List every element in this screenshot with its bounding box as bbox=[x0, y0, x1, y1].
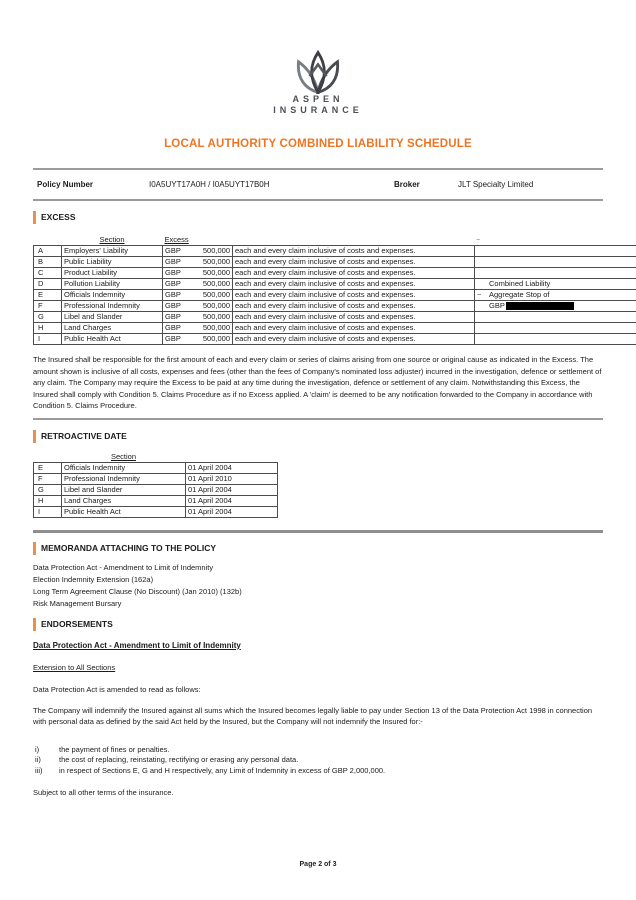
row-description: each and every claim inclusive of costs and expenses. bbox=[233, 323, 475, 334]
row-amount: 500,000 bbox=[202, 334, 230, 343]
horizontal-rule bbox=[33, 199, 603, 201]
table-row bbox=[34, 279, 636, 290]
list-marker: ii) bbox=[35, 755, 41, 764]
list-marker: i) bbox=[35, 744, 40, 754]
row-letter: H bbox=[34, 495, 62, 506]
row-description: each and every claim inclusive of costs and expenses. bbox=[233, 334, 475, 345]
table-row bbox=[34, 268, 636, 279]
document-header bbox=[0, 0, 636, 150]
row-note bbox=[475, 268, 636, 279]
exclusion-list bbox=[33, 745, 603, 777]
row-note-redacted-amount: GBP bbox=[475, 301, 636, 312]
row-section: Libel and Slander bbox=[62, 484, 186, 495]
row-amount: 500,000 bbox=[202, 246, 230, 255]
row-date: 01 April 2004 bbox=[186, 495, 278, 506]
amendment-body: The Company will indemnify the Insured against all sums which the Insured becomes legally liable to pay under Section 13 of the Data Protection Act 1998 in connection with personal data as defined by the said Act held by the Insured, but the Company will not indemnify the Insured for:- bbox=[33, 705, 593, 726]
table-row bbox=[34, 257, 636, 268]
row-letter: F bbox=[34, 301, 62, 312]
endorsements-heading: ENDORSEMENTS bbox=[33, 618, 603, 631]
excess-paragraph: The Insured shall be responsible for the first amount of each and every claim or series of claims arising from one source or original cause as indicated in the Excess. The amount shown is inclusive of all costs, expenses and fees (other than the fees of Company's nominated loss adjuster) incurred in the investigation, defence or settlement of any claim. The Company may require the Excess to be paid at any time during the investigation, defence or settlement of any claim. Notwithstanding this Excess, the Insured shall comply with Condition 5. Claims Procedure as if no Excess applied. A 'claim' is deemed to be any notification forwarded to the Company in accordance with Condition 5. Claims Procedure. bbox=[33, 355, 602, 410]
table-row bbox=[34, 473, 278, 484]
row-description: each and every claim inclusive of costs and expenses. bbox=[233, 301, 475, 312]
closing-line: Subject to all other terms of the insurance. bbox=[33, 788, 174, 797]
table-row bbox=[34, 495, 278, 506]
row-currency: GBP bbox=[165, 290, 181, 299]
endorsement-title: Data Protection Act - Amendment to Limit of Indemnity bbox=[33, 640, 241, 650]
row-currency: GBP bbox=[165, 268, 181, 277]
row-letter: H bbox=[34, 323, 62, 334]
row-section: Land Charges bbox=[62, 495, 186, 506]
row-section: Officials Indemnity bbox=[62, 290, 163, 301]
row-currency: GBP bbox=[165, 323, 181, 332]
table-row bbox=[34, 334, 636, 345]
row-letter: A bbox=[34, 246, 62, 257]
extension-subtitle: Extension to All Sections bbox=[33, 662, 116, 672]
row-section: Public Liability bbox=[62, 257, 163, 268]
brace-mark: ~ bbox=[477, 290, 482, 299]
list-text: the payment of fines or penalties. bbox=[59, 744, 170, 754]
row-letter: D bbox=[34, 279, 62, 290]
horizontal-rule bbox=[33, 418, 603, 420]
table-row bbox=[34, 312, 636, 323]
column-header-section: Section bbox=[110, 451, 137, 461]
memoranda-list bbox=[33, 562, 603, 610]
row-amount: 500,000 bbox=[202, 257, 230, 266]
row-section: Pollution Liability bbox=[62, 279, 163, 290]
table-row bbox=[34, 484, 278, 495]
row-amount: 500,000 bbox=[202, 301, 230, 310]
page-footer: Page 2 of 3 bbox=[299, 861, 337, 868]
table-row bbox=[34, 462, 278, 473]
excess-table bbox=[33, 234, 636, 345]
row-note bbox=[475, 334, 636, 345]
row-section: Public Health Act bbox=[62, 334, 163, 345]
document-title: LOCAL AUTHORITY COMBINED LIABILITY SCHEDULE bbox=[164, 138, 472, 150]
row-section: Employers' Liability bbox=[62, 246, 163, 257]
row-currency: GBP bbox=[165, 246, 181, 255]
row-letter: E bbox=[34, 462, 62, 473]
aspen-logo-icon bbox=[281, 50, 355, 94]
table-row bbox=[34, 323, 636, 334]
brand-wordmark-line2: INSURANCE bbox=[273, 105, 363, 115]
list-item bbox=[33, 745, 603, 756]
row-section: Officials Indemnity bbox=[62, 462, 186, 473]
amendment-intro: Data Protection Act is amended to read as follows: bbox=[33, 684, 201, 694]
row-letter: B bbox=[34, 257, 62, 268]
row-amount: 500,000 bbox=[202, 312, 230, 321]
row-description: each and every claim inclusive of costs and expenses. bbox=[233, 257, 475, 268]
row-currency: GBP bbox=[165, 279, 181, 288]
memoranda-item: Long Term Agreement Clause (No Discount) (Jan 2010) (132b) bbox=[33, 586, 242, 596]
row-letter: I bbox=[34, 334, 62, 345]
memoranda-item: Election Indemnity Extension (162a) bbox=[33, 574, 154, 584]
row-section: Libel and Slander bbox=[62, 312, 163, 323]
column-header-excess: Excess bbox=[164, 234, 189, 244]
row-amount: 500,000 bbox=[202, 323, 230, 332]
table-row bbox=[34, 301, 636, 312]
policy-number-label: Policy Number bbox=[37, 180, 94, 189]
row-letter: I bbox=[34, 506, 62, 517]
row-description: each and every claim inclusive of costs and expenses. bbox=[233, 268, 475, 279]
row-currency: GBP bbox=[165, 312, 181, 321]
policy-number-value: I0A5UYT17A0H / I0A5UYT17B0H bbox=[149, 180, 270, 189]
row-description: each and every claim inclusive of costs and expenses. bbox=[233, 246, 475, 257]
list-text: in respect of Sections E, G and H respectively, any Limit of Indemnity in excess of GBP 2,000,000. bbox=[59, 765, 386, 775]
retroactive-table bbox=[33, 452, 278, 518]
table-row bbox=[34, 290, 636, 301]
horizontal-rule-thick bbox=[33, 530, 603, 533]
row-date: 01 April 2004 bbox=[186, 462, 278, 473]
memoranda-heading: MEMORANDA ATTACHING TO THE POLICY bbox=[33, 542, 603, 555]
retroactive-heading: RETROACTIVE DATE bbox=[33, 430, 603, 443]
policy-info-row bbox=[33, 170, 603, 199]
row-currency: GBP bbox=[165, 301, 181, 310]
broker-value: JLT Specialty Limited bbox=[458, 180, 534, 189]
table-row bbox=[34, 246, 636, 257]
row-amount: 500,000 bbox=[202, 290, 230, 299]
row-section: Professional Indemnity bbox=[62, 301, 163, 312]
row-date: 01 April 2004 bbox=[186, 484, 278, 495]
row-amount: 500,000 bbox=[202, 268, 230, 277]
row-description: each and every claim inclusive of costs and expenses. bbox=[233, 279, 475, 290]
memoranda-item: Data Protection Act - Amendment to Limit of Indemnity bbox=[33, 562, 214, 572]
row-note-aggregate-stop: ~ Aggregate Stop of bbox=[475, 290, 636, 301]
row-section: Professional Indemnity bbox=[62, 473, 186, 484]
row-date: 01 April 2004 bbox=[186, 506, 278, 517]
row-note bbox=[475, 257, 636, 268]
retroactive-table-header bbox=[34, 452, 278, 463]
excess-table-header bbox=[34, 234, 636, 246]
row-section: Land Charges bbox=[62, 323, 163, 334]
row-letter: F bbox=[34, 473, 62, 484]
row-note-combined-liability: Combined Liability bbox=[475, 279, 636, 290]
row-letter: G bbox=[34, 312, 62, 323]
row-currency: GBP bbox=[165, 334, 181, 343]
row-note bbox=[475, 246, 636, 257]
pen-tick-mark: – bbox=[476, 237, 480, 243]
row-note bbox=[475, 312, 636, 323]
row-currency: GBP bbox=[165, 257, 181, 266]
list-item bbox=[33, 755, 603, 766]
row-letter: E bbox=[34, 290, 62, 301]
row-section: Public Health Act bbox=[62, 506, 186, 517]
row-letter: G bbox=[34, 484, 62, 495]
list-text: the cost of replacing, reinstating, rectifying or erasing any personal data. bbox=[59, 755, 299, 764]
row-letter: C bbox=[34, 268, 62, 279]
excess-section-heading: EXCESS bbox=[33, 211, 603, 224]
list-marker: iii) bbox=[35, 765, 43, 775]
brand-wordmark-line1: ASPEN bbox=[292, 94, 344, 104]
column-header-section: Section bbox=[99, 234, 125, 244]
redaction-box bbox=[506, 302, 574, 310]
row-description: each and every claim inclusive of costs and expenses. bbox=[233, 290, 475, 301]
broker-label: Broker bbox=[394, 180, 420, 189]
row-date: 01 April 2010 bbox=[186, 473, 278, 484]
row-note bbox=[475, 323, 636, 334]
table-row bbox=[34, 506, 278, 517]
memoranda-item: Risk Management Bursary bbox=[33, 598, 122, 608]
row-description: each and every claim inclusive of costs and expenses. bbox=[233, 312, 475, 323]
row-amount: 500,000 bbox=[202, 279, 230, 288]
list-item bbox=[33, 766, 603, 777]
row-section: Product Liability bbox=[62, 268, 163, 279]
